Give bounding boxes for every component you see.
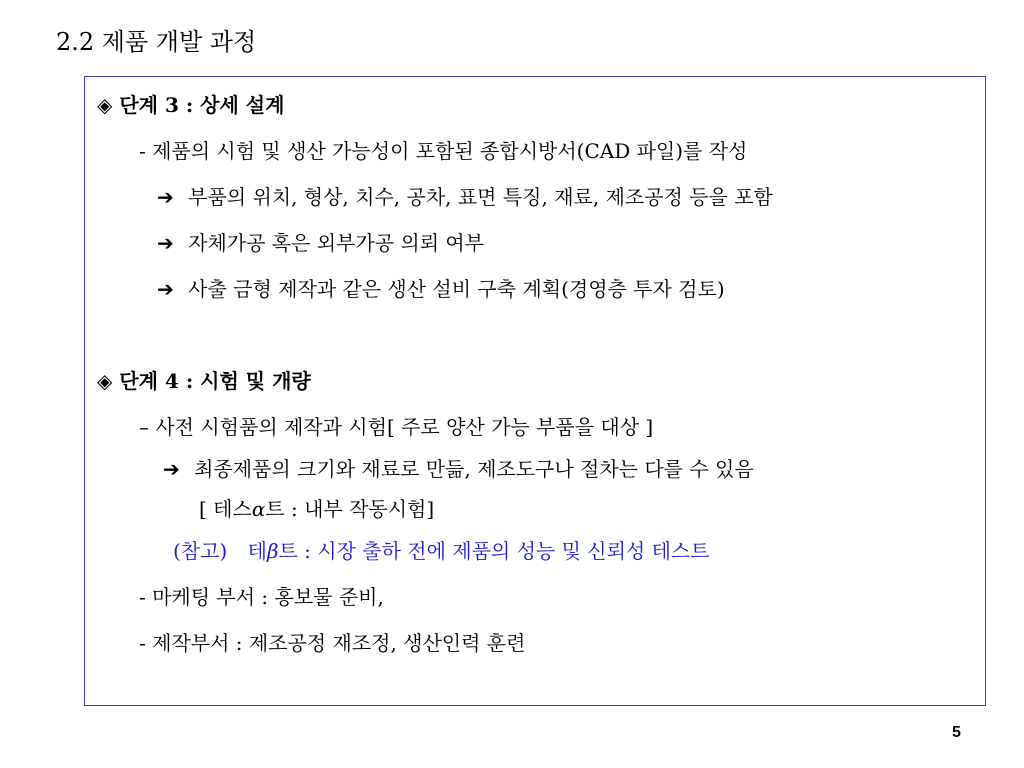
beta-test-text: 트 : 시장 출하 전에 제품의 성능 및 신뢰성 테스트 (278, 539, 710, 563)
content-box (84, 76, 986, 706)
stage3-sub1-row (157, 181, 773, 210)
slide-title: 2.2 제품 개발 과정 (56, 28, 257, 56)
stage4-item1: – 사전 시험품의 제작과 시험[ 주로 양산 가능 부품을 대상 ] (139, 415, 654, 439)
stage4-item2: - 마케팅 부서 : 홍보물 준비, (139, 585, 384, 609)
page-number: 5 (952, 724, 961, 741)
stage3-sub3-row (157, 273, 725, 302)
beta-symbol: β (266, 539, 279, 563)
alpha-test-prefix: [ 테스 (199, 497, 252, 521)
stage4-heading: 단계 4 : 시험 및 개량 (119, 369, 311, 393)
stage3-sub2: 자체가공 혹은 외부가공 의뢰 여부 (188, 231, 485, 255)
stage4-sub1: 최종제품의 크기와 재료로 만듦, 제조도구나 절차는 다를 수 있음 (194, 457, 754, 481)
stage3-sub3: 사출 금형 제작과 같은 생산 설비 구축 계획(경영층 투자 검토) (188, 277, 725, 301)
note-prefix: (참고) (173, 539, 228, 563)
alpha-test-row (199, 493, 434, 522)
stage3-heading-row (97, 89, 284, 118)
stage3-heading: 단계 3 : 상세 설계 (119, 93, 285, 117)
stage4-sub1-row (163, 453, 754, 482)
diamond-bullet-icon: ◈ (97, 93, 113, 117)
arrow-right-icon: ➔ (157, 185, 174, 209)
alpha-symbol: α (251, 497, 266, 521)
stage3-item: - 제품의 시험 및 생산 가능성이 포함된 종합시방서(CAD 파일)를 작성 (139, 139, 748, 163)
stage3-sub2-row (157, 227, 484, 256)
stage4-heading-row (97, 365, 311, 394)
beta-test-row (173, 535, 710, 564)
arrow-right-icon: ➔ (157, 231, 174, 255)
beta-test-prefix: 테 (247, 539, 267, 563)
arrow-right-icon: ➔ (163, 457, 180, 481)
diamond-bullet-icon: ◈ (97, 369, 113, 393)
stage4-item3: - 제작부서 : 제조공정 재조정, 생산인력 훈련 (139, 631, 526, 655)
alpha-test-text: 트 : 내부 작동시험] (265, 497, 435, 521)
stage3-sub1: 부품의 위치, 형상, 치수, 공차, 표면 특징, 재료, 제조공정 등을 포함 (188, 185, 773, 209)
arrow-right-icon: ➔ (157, 277, 174, 301)
